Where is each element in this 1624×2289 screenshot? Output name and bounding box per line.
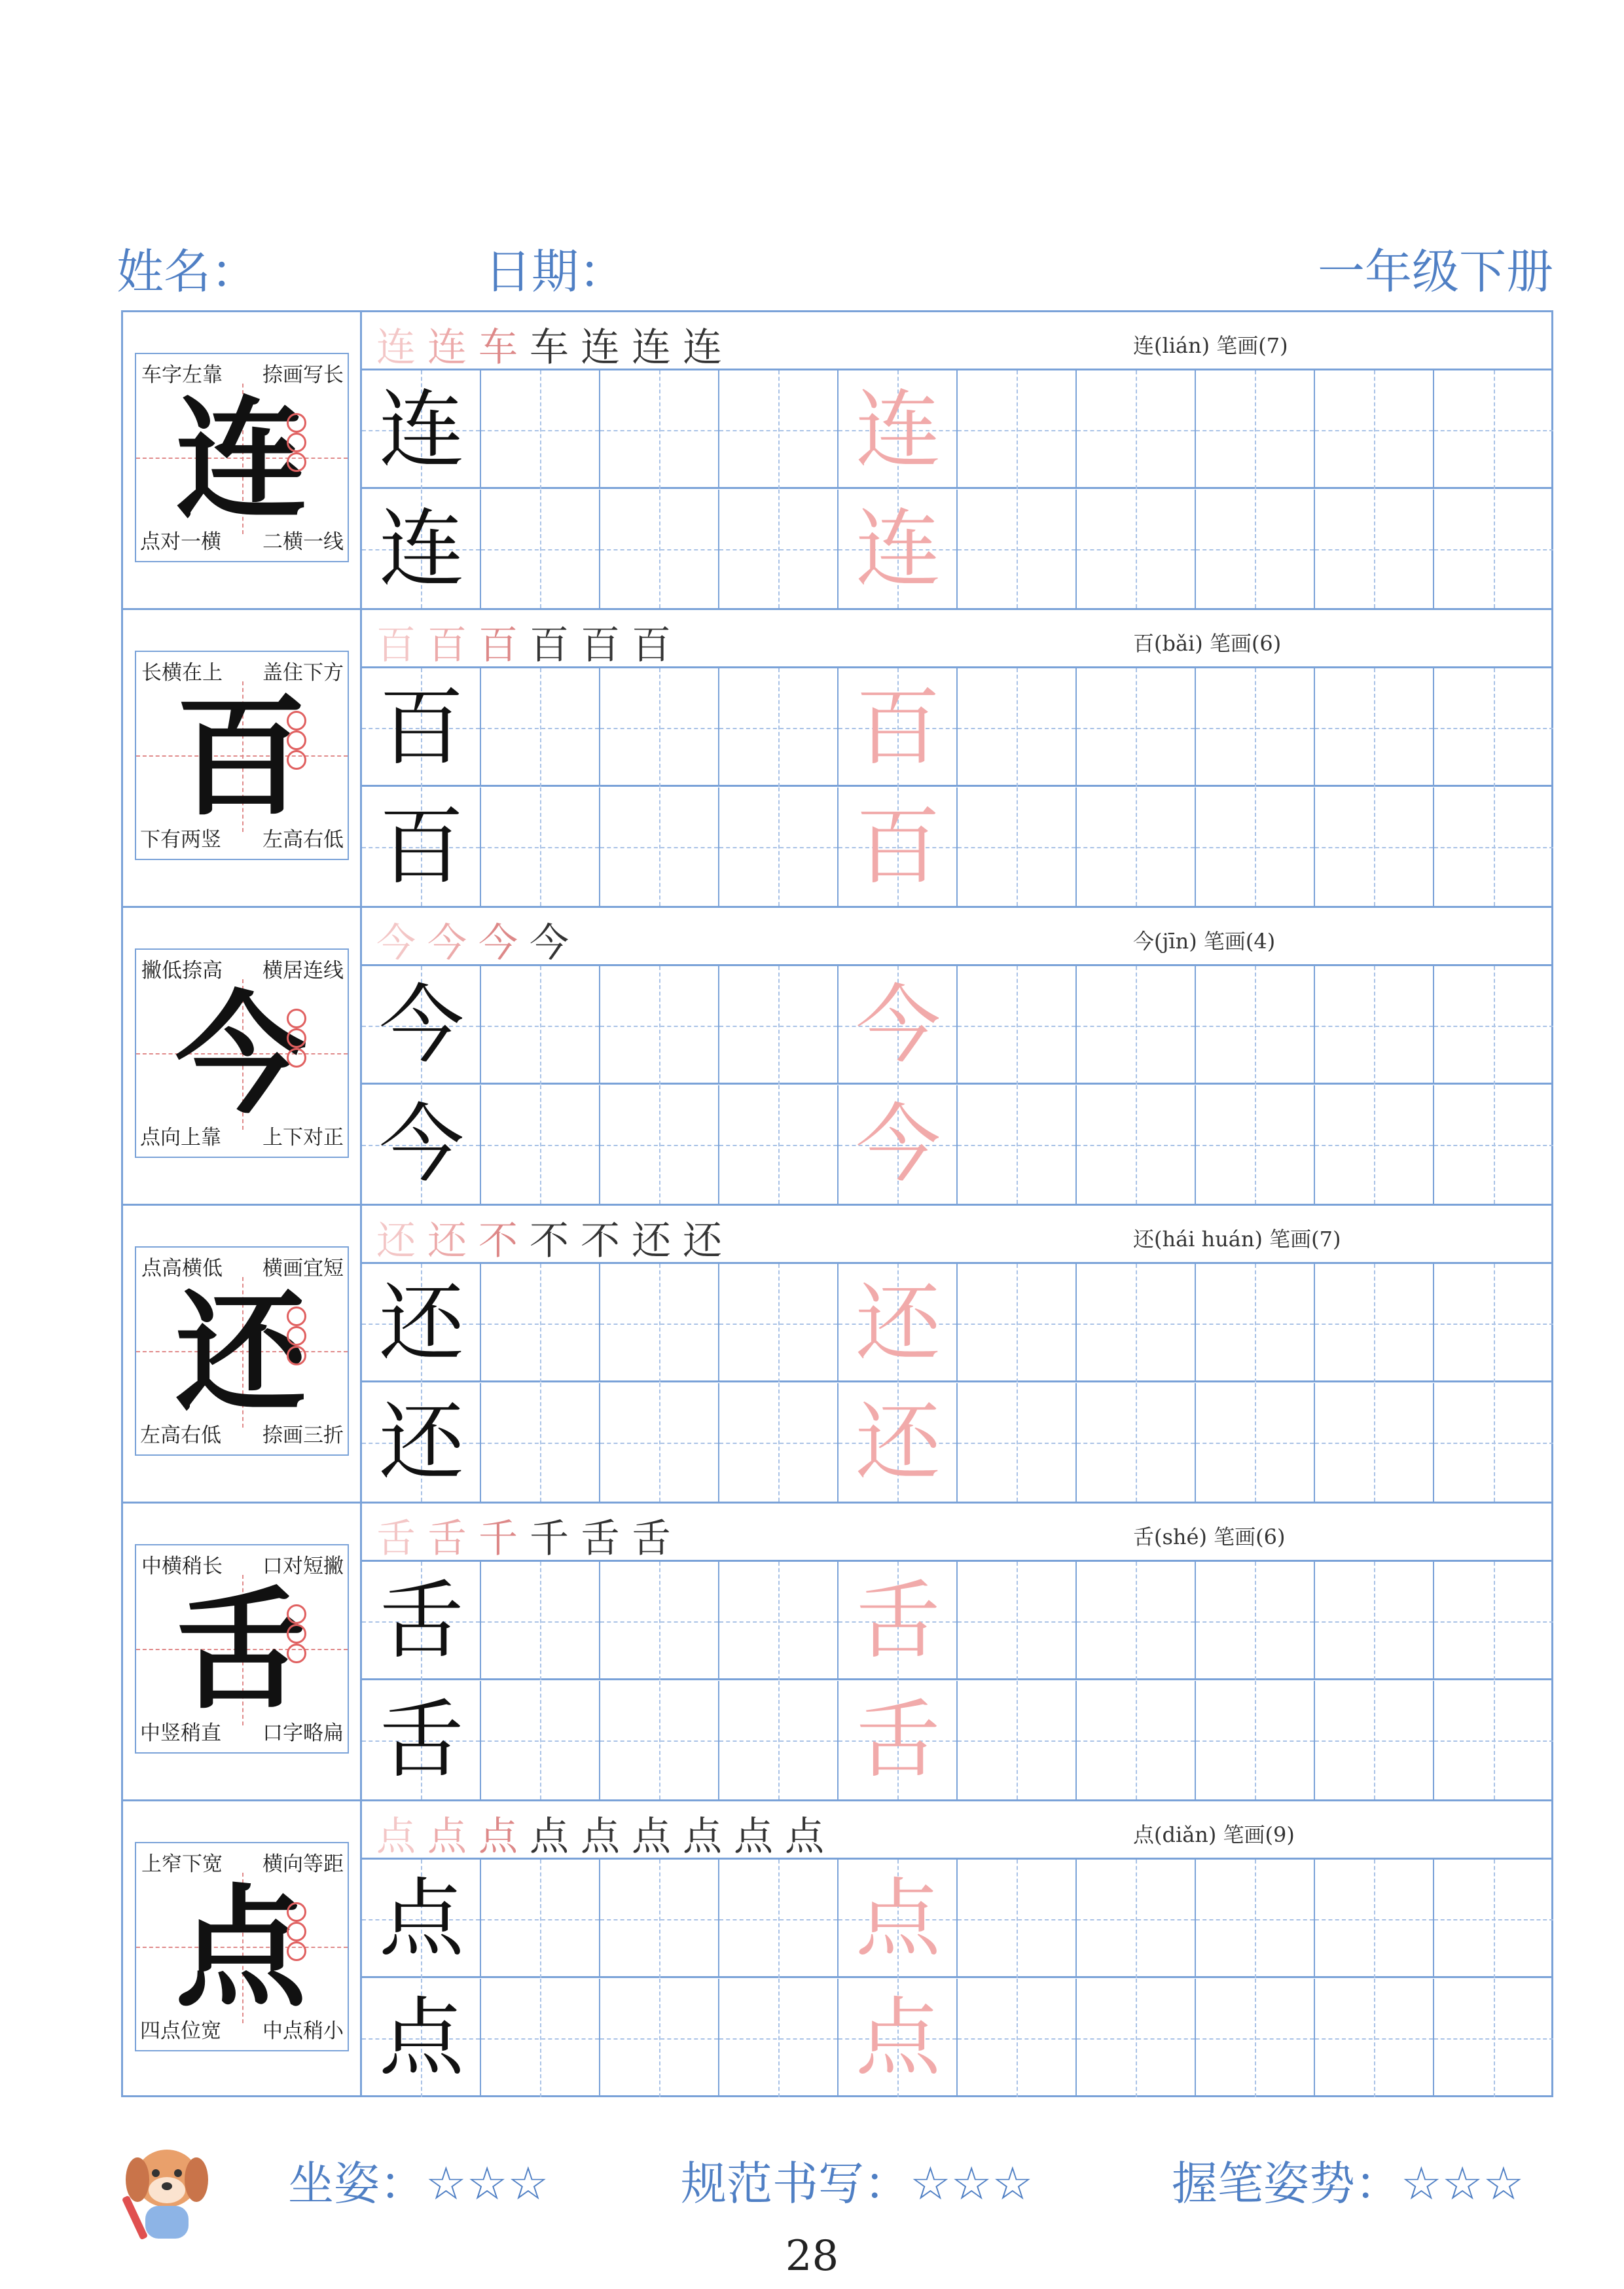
tianzige-cell[interactable] — [1196, 370, 1315, 489]
practice-line — [362, 1085, 1551, 1204]
practice-line — [362, 370, 1551, 489]
tianzige-cell[interactable] — [1196, 1860, 1315, 1978]
tip-text: 口字略扁 — [262, 1721, 344, 1745]
practice-row — [123, 1801, 1551, 2099]
stroke-step: 今 — [427, 920, 478, 966]
tip-text: 上窄下宽 — [141, 1852, 223, 1876]
tip-cell — [123, 908, 362, 1204]
tianzige-cell[interactable] — [481, 1264, 600, 1382]
tianzige-cell[interactable] — [1434, 1264, 1553, 1382]
tianzige-cell[interactable] — [1077, 490, 1196, 608]
tianzige-cell[interactable] — [481, 787, 600, 906]
tianzige-cell[interactable] — [1434, 1383, 1553, 1502]
tianzige-cell[interactable] — [1315, 966, 1434, 1085]
stroke-step: 点 — [734, 1814, 785, 1860]
stroke-marker-icon — [287, 1009, 306, 1028]
stroke-order-strip — [362, 908, 1551, 966]
tianzige-cell[interactable] — [1077, 1264, 1196, 1382]
trace-character: 舌 — [855, 1571, 941, 1670]
grip-rating: 握笔姿势：☆☆☆ — [1172, 2157, 1525, 2210]
model-character: 舌 — [378, 1571, 464, 1670]
tianzige-cell[interactable] — [1315, 1383, 1434, 1502]
tianzige-cell[interactable] — [1196, 668, 1315, 787]
tip-text: 二横一线 — [262, 530, 344, 554]
tianzige-cell[interactable] — [1434, 668, 1553, 787]
stroke-order-sequence — [376, 1507, 683, 1564]
tianzige-cell[interactable] — [481, 490, 600, 608]
page-header — [0, 0, 1624, 314]
stroke-step: 车 — [530, 325, 581, 370]
tianzige-cell[interactable] — [958, 1860, 1077, 1978]
practice-row — [123, 1504, 1551, 1801]
stroke-step: 舌 — [632, 1516, 683, 1562]
tianzige-cell[interactable] — [1434, 1979, 1553, 2097]
tip-text: 上下对正 — [262, 1126, 344, 1149]
tianzige-cell[interactable] — [1315, 1562, 1434, 1680]
tianzige-cell[interactable] — [1196, 1979, 1315, 2097]
practice-line — [362, 668, 1551, 787]
pinyin-stroke-count: 还(hái huán) 笔画(7) — [1133, 1227, 1341, 1252]
stroke-step: 今 — [478, 920, 530, 966]
stroke-marker-icon — [287, 1326, 306, 1346]
tip-text: 四点位宽 — [140, 2019, 221, 2043]
tianzige-cell[interactable] — [600, 370, 719, 489]
tip-cell — [123, 312, 362, 608]
tianzige-cell[interactable] — [600, 1979, 719, 2097]
tianzige-cell[interactable] — [719, 966, 839, 1085]
tianzige-cell[interactable] — [1196, 1264, 1315, 1382]
tianzige-cell[interactable] — [958, 370, 1077, 489]
model-character: 百 — [175, 680, 306, 834]
writing-tip-card — [135, 948, 349, 1158]
stroke-step: 舌 — [376, 1516, 427, 1562]
tianzige-cell[interactable] — [719, 668, 839, 787]
tianzige-cell[interactable] — [719, 1085, 839, 1204]
tianzige-cell[interactable] — [1196, 1085, 1315, 1204]
tianzige-cell[interactable] — [1077, 787, 1196, 906]
stroke-order-sequence — [376, 316, 734, 372]
tianzige-cell[interactable] — [1077, 966, 1196, 1085]
tianzige-cell[interactable] — [719, 490, 839, 608]
tianzige-cell[interactable] — [600, 1383, 719, 1502]
model-character: 还 — [175, 1276, 306, 1430]
practice-line — [362, 1383, 1551, 1502]
stroke-marker-icon — [287, 413, 306, 433]
writing-grid — [362, 908, 1551, 1204]
tianzige-cell[interactable] — [719, 1264, 839, 1382]
tianzige-cell[interactable] — [719, 1979, 839, 2097]
tip-text: 捺画三折 — [262, 1424, 344, 1447]
tianzige-cell[interactable] — [600, 1860, 719, 1978]
stroke-marker-icon — [287, 1644, 306, 1663]
stroke-step: 连 — [683, 325, 734, 370]
trace-character: 还 — [855, 1273, 941, 1373]
tianzige-cell[interactable] — [958, 1264, 1077, 1382]
writing-tip-card — [135, 353, 349, 562]
stroke-step: 点 — [478, 1814, 530, 1860]
tianzige-cell[interactable] — [600, 1681, 719, 1799]
tianzige-cell[interactable] — [958, 490, 1077, 608]
tianzige-cell[interactable] — [719, 1562, 839, 1680]
trace-character: 点 — [855, 1988, 941, 2087]
tianzige-cell[interactable] — [958, 1383, 1077, 1502]
pinyin-stroke-count: 连(lián) 笔画(7) — [1133, 333, 1288, 358]
stroke-marker-icon — [287, 1307, 306, 1326]
stroke-marker-icon — [287, 1604, 306, 1624]
stroke-marker-icon — [287, 750, 306, 770]
tip-cell — [123, 1801, 362, 2097]
stroke-marker-icon — [287, 1922, 306, 1941]
tianzige-cell[interactable] — [600, 1085, 719, 1204]
writing-tip-card — [135, 1544, 349, 1754]
stroke-step: 连 — [581, 325, 632, 370]
tianzige-cell[interactable] — [1315, 1860, 1434, 1978]
tip-text: 中横稍长 — [141, 1555, 223, 1578]
tip-text: 中点稍小 — [262, 2019, 344, 2043]
tianzige-cell[interactable] — [1077, 370, 1196, 489]
tip-text: 左高右低 — [262, 828, 344, 852]
tianzige-cell[interactable] — [600, 490, 719, 608]
tianzige-cell[interactable] — [481, 1085, 600, 1204]
tip-cell — [123, 610, 362, 906]
model-character: 今 — [378, 1094, 464, 1194]
stroke-step: 千 — [478, 1516, 530, 1562]
writing-tip-card — [135, 651, 349, 860]
stroke-marker-icon — [287, 1048, 306, 1068]
stroke-step: 百 — [530, 622, 581, 668]
tip-text: 横居连线 — [262, 959, 344, 982]
practice-line — [362, 1979, 1551, 2097]
tianzige-cell[interactable] — [1315, 370, 1434, 489]
stroke-order-strip — [362, 610, 1551, 668]
tip-text: 点对一横 — [140, 530, 221, 554]
stroke-marker-icon — [287, 433, 306, 452]
tianzige-cell[interactable] — [1434, 1562, 1553, 1680]
stroke-step: 点 — [785, 1814, 836, 1860]
writing-tip-card — [135, 1842, 349, 2051]
tianzige-cell[interactable] — [600, 1562, 719, 1680]
tianzige-cell[interactable] — [481, 1860, 600, 1978]
page-footer — [0, 2114, 1624, 2289]
tianzige-cell[interactable] — [958, 1085, 1077, 1204]
stroke-step: 点 — [427, 1814, 478, 1860]
trace-character: 连 — [855, 499, 941, 598]
tip-text: 中竖稍直 — [140, 1721, 221, 1745]
stroke-step: 今 — [530, 920, 581, 966]
tip-text: 横向等距 — [262, 1852, 344, 1876]
tip-text: 点向上靠 — [140, 1126, 221, 1149]
model-character: 舌 — [378, 1690, 464, 1790]
practice-sheet — [121, 310, 1553, 2097]
tianzige-cell[interactable] — [719, 1681, 839, 1799]
tianzige-cell[interactable] — [1077, 668, 1196, 787]
tianzige-cell[interactable] — [958, 1979, 1077, 2097]
pinyin-stroke-count: 百(bǎi) 笔画(6) — [1133, 631, 1282, 656]
tianzige-cell[interactable] — [1077, 1383, 1196, 1502]
stroke-order-sequence — [376, 912, 581, 968]
model-character: 今 — [175, 978, 306, 1132]
tip-text: 下有两竖 — [140, 828, 221, 852]
model-character: 还 — [378, 1392, 464, 1492]
grade-label: 一年级下册 — [1317, 244, 1553, 299]
stroke-step: 还 — [683, 1218, 734, 1264]
stroke-step: 点 — [581, 1814, 632, 1860]
model-character: 今 — [378, 975, 464, 1075]
model-character: 点 — [175, 1871, 306, 2025]
date-label: 日期： — [484, 244, 626, 299]
stroke-marker-icon — [287, 1624, 306, 1644]
stroke-step: 百 — [581, 622, 632, 668]
tianzige-cell[interactable] — [600, 787, 719, 906]
tianzige-cell[interactable] — [600, 1264, 719, 1382]
tianzige-cell[interactable] — [1315, 1085, 1434, 1204]
tianzige-cell[interactable] — [1077, 1860, 1196, 1978]
tianzige-cell[interactable] — [1196, 1681, 1315, 1799]
stroke-order-sequence — [376, 1210, 734, 1266]
stroke-step: 车 — [478, 325, 530, 370]
pinyin-stroke-count: 今(jīn) 笔画(4) — [1133, 929, 1276, 954]
tianzige-cell[interactable] — [1196, 490, 1315, 608]
tip-cell — [123, 1504, 362, 1799]
practice-line — [362, 966, 1551, 1085]
tianzige-cell[interactable] — [719, 787, 839, 906]
stroke-step: 不 — [478, 1218, 530, 1264]
writing-grid — [362, 1206, 1551, 1502]
stroke-step: 还 — [427, 1218, 478, 1264]
trace-character: 今 — [855, 975, 941, 1075]
trace-character: 百 — [855, 797, 941, 896]
trace-character: 今 — [855, 1094, 941, 1194]
practice-row — [123, 312, 1551, 610]
stroke-order-strip — [362, 1801, 1551, 1860]
model-character: 连 — [378, 499, 464, 598]
tianzige-cell[interactable] — [719, 370, 839, 489]
tip-text: 左高右低 — [140, 1424, 221, 1447]
tianzige-cell[interactable] — [1077, 1562, 1196, 1680]
stroke-step: 舌 — [581, 1516, 632, 1562]
tianzige-cell[interactable] — [1077, 1979, 1196, 2097]
tianzige-cell[interactable] — [1196, 966, 1315, 1085]
tianzige-cell[interactable] — [1315, 1681, 1434, 1799]
tip-text: 长横在上 — [141, 661, 223, 685]
tianzige-cell[interactable] — [1196, 787, 1315, 906]
model-character: 还 — [378, 1273, 464, 1373]
model-character: 舌 — [175, 1574, 306, 1727]
tianzige-cell[interactable] — [1315, 1264, 1434, 1382]
tianzige-cell[interactable] — [481, 370, 600, 489]
tianzige-cell[interactable] — [958, 787, 1077, 906]
tianzige-cell[interactable] — [481, 1383, 600, 1502]
tianzige-cell[interactable] — [1077, 1681, 1196, 1799]
model-character: 点 — [378, 1869, 464, 1968]
tip-text: 捺画写长 — [262, 363, 344, 387]
writing-grid — [362, 312, 1551, 608]
tianzige-cell[interactable] — [719, 1383, 839, 1502]
stroke-step: 还 — [376, 1218, 427, 1264]
tianzige-cell[interactable] — [958, 1562, 1077, 1680]
pinyin-stroke-count: 舌(shé) 笔画(6) — [1133, 1524, 1286, 1549]
trace-character: 连 — [855, 380, 941, 479]
tianzige-cell[interactable] — [481, 668, 600, 787]
tianzige-cell[interactable] — [1434, 490, 1553, 608]
stroke-step: 不 — [581, 1218, 632, 1264]
posture-rating: 坐姿：☆☆☆ — [288, 2157, 549, 2210]
tianzige-cell[interactable] — [481, 966, 600, 1085]
stroke-step: 百 — [632, 622, 683, 668]
name-label: 姓名： — [117, 244, 259, 299]
tianzige-cell[interactable] — [958, 966, 1077, 1085]
stroke-step: 点 — [530, 1814, 581, 1860]
tip-text: 横画宜短 — [262, 1257, 344, 1280]
stroke-step: 千 — [530, 1516, 581, 1562]
practice-row — [123, 908, 1551, 1206]
stroke-marker-icon — [287, 452, 306, 472]
model-character: 百 — [378, 677, 464, 777]
tianzige-cell[interactable] — [1315, 668, 1434, 787]
practice-line — [362, 1562, 1551, 1680]
trace-character: 还 — [855, 1392, 941, 1492]
tianzige-cell[interactable] — [1434, 1681, 1553, 1799]
tianzige-cell[interactable] — [1196, 1562, 1315, 1680]
tianzige-cell[interactable] — [1315, 490, 1434, 608]
stroke-step: 舌 — [427, 1516, 478, 1562]
tianzige-cell[interactable] — [1315, 1979, 1434, 2097]
model-character: 点 — [378, 1988, 464, 2087]
trace-character: 舌 — [855, 1690, 941, 1790]
stroke-marker-icon — [287, 1028, 306, 1048]
stroke-step: 连 — [427, 325, 478, 370]
stroke-step: 今 — [376, 920, 427, 966]
tianzige-cell[interactable] — [481, 1681, 600, 1799]
tianzige-cell[interactable] — [1434, 787, 1553, 906]
model-character: 连 — [175, 382, 306, 536]
stroke-step: 点 — [632, 1814, 683, 1860]
stroke-step: 连 — [376, 325, 427, 370]
model-character: 百 — [378, 797, 464, 896]
practice-line — [362, 490, 1551, 608]
stroke-step: 点 — [376, 1814, 427, 1860]
writing-grid — [362, 610, 1551, 906]
tianzige-cell[interactable] — [1434, 1085, 1553, 1204]
practice-line — [362, 1860, 1551, 1978]
writing-tip-card — [135, 1246, 349, 1456]
practice-line — [362, 787, 1551, 906]
practice-row — [123, 610, 1551, 908]
trace-character: 点 — [855, 1869, 941, 1968]
tianzige-cell[interactable] — [481, 1979, 600, 2097]
tianzige-cell[interactable] — [1434, 966, 1553, 1085]
stroke-step: 百 — [478, 622, 530, 668]
tip-cell — [123, 1206, 362, 1502]
stroke-marker-icon — [287, 711, 306, 730]
tianzige-cell[interactable] — [600, 966, 719, 1085]
stroke-step: 连 — [632, 325, 683, 370]
stroke-order-strip — [362, 1206, 1551, 1264]
stroke-step: 点 — [683, 1814, 734, 1860]
stroke-marker-icon — [287, 1941, 306, 1961]
practice-line — [362, 1264, 1551, 1382]
stroke-step: 不 — [530, 1218, 581, 1264]
tianzige-cell[interactable] — [1315, 787, 1434, 906]
tianzige-cell[interactable] — [1196, 1383, 1315, 1502]
practice-row — [123, 1206, 1551, 1504]
pinyin-stroke-count: 点(diǎn) 笔画(9) — [1133, 1822, 1295, 1847]
trace-character: 百 — [855, 677, 941, 777]
tip-text: 车字左靠 — [141, 363, 223, 387]
tianzige-cell[interactable] — [1434, 1860, 1553, 1978]
tianzige-cell[interactable] — [958, 1681, 1077, 1799]
stroke-marker-icon — [287, 730, 306, 750]
stroke-order-sequence — [376, 614, 683, 670]
stroke-step: 百 — [427, 622, 478, 668]
stroke-step: 百 — [376, 622, 427, 668]
tip-text: 盖住下方 — [262, 661, 344, 685]
tianzige-cell[interactable] — [1077, 1085, 1196, 1204]
tianzige-cell[interactable] — [600, 668, 719, 787]
writing-rating: 规范书写：☆☆☆ — [681, 2157, 1034, 2210]
tip-text: 撇低捺高 — [141, 959, 223, 982]
tip-text: 点高横低 — [141, 1257, 223, 1280]
writing-grid — [362, 1801, 1551, 2097]
writing-grid — [362, 1504, 1551, 1799]
model-character: 连 — [378, 380, 464, 479]
page-number: 28 — [785, 2232, 839, 2280]
puppy-mascot-icon — [118, 2133, 216, 2244]
stroke-step: 还 — [632, 1218, 683, 1264]
tip-text: 口对短撇 — [262, 1555, 344, 1578]
stroke-marker-icon — [287, 1346, 306, 1365]
stroke-order-strip — [362, 1504, 1551, 1562]
tianzige-cell[interactable] — [719, 1860, 839, 1978]
tianzige-cell[interactable] — [1434, 370, 1553, 489]
stroke-order-sequence — [376, 1805, 836, 1862]
stroke-marker-icon — [287, 1902, 306, 1922]
stroke-order-strip — [362, 312, 1551, 370]
tianzige-cell[interactable] — [958, 668, 1077, 787]
practice-line — [362, 1681, 1551, 1799]
tianzige-cell[interactable] — [481, 1562, 600, 1680]
